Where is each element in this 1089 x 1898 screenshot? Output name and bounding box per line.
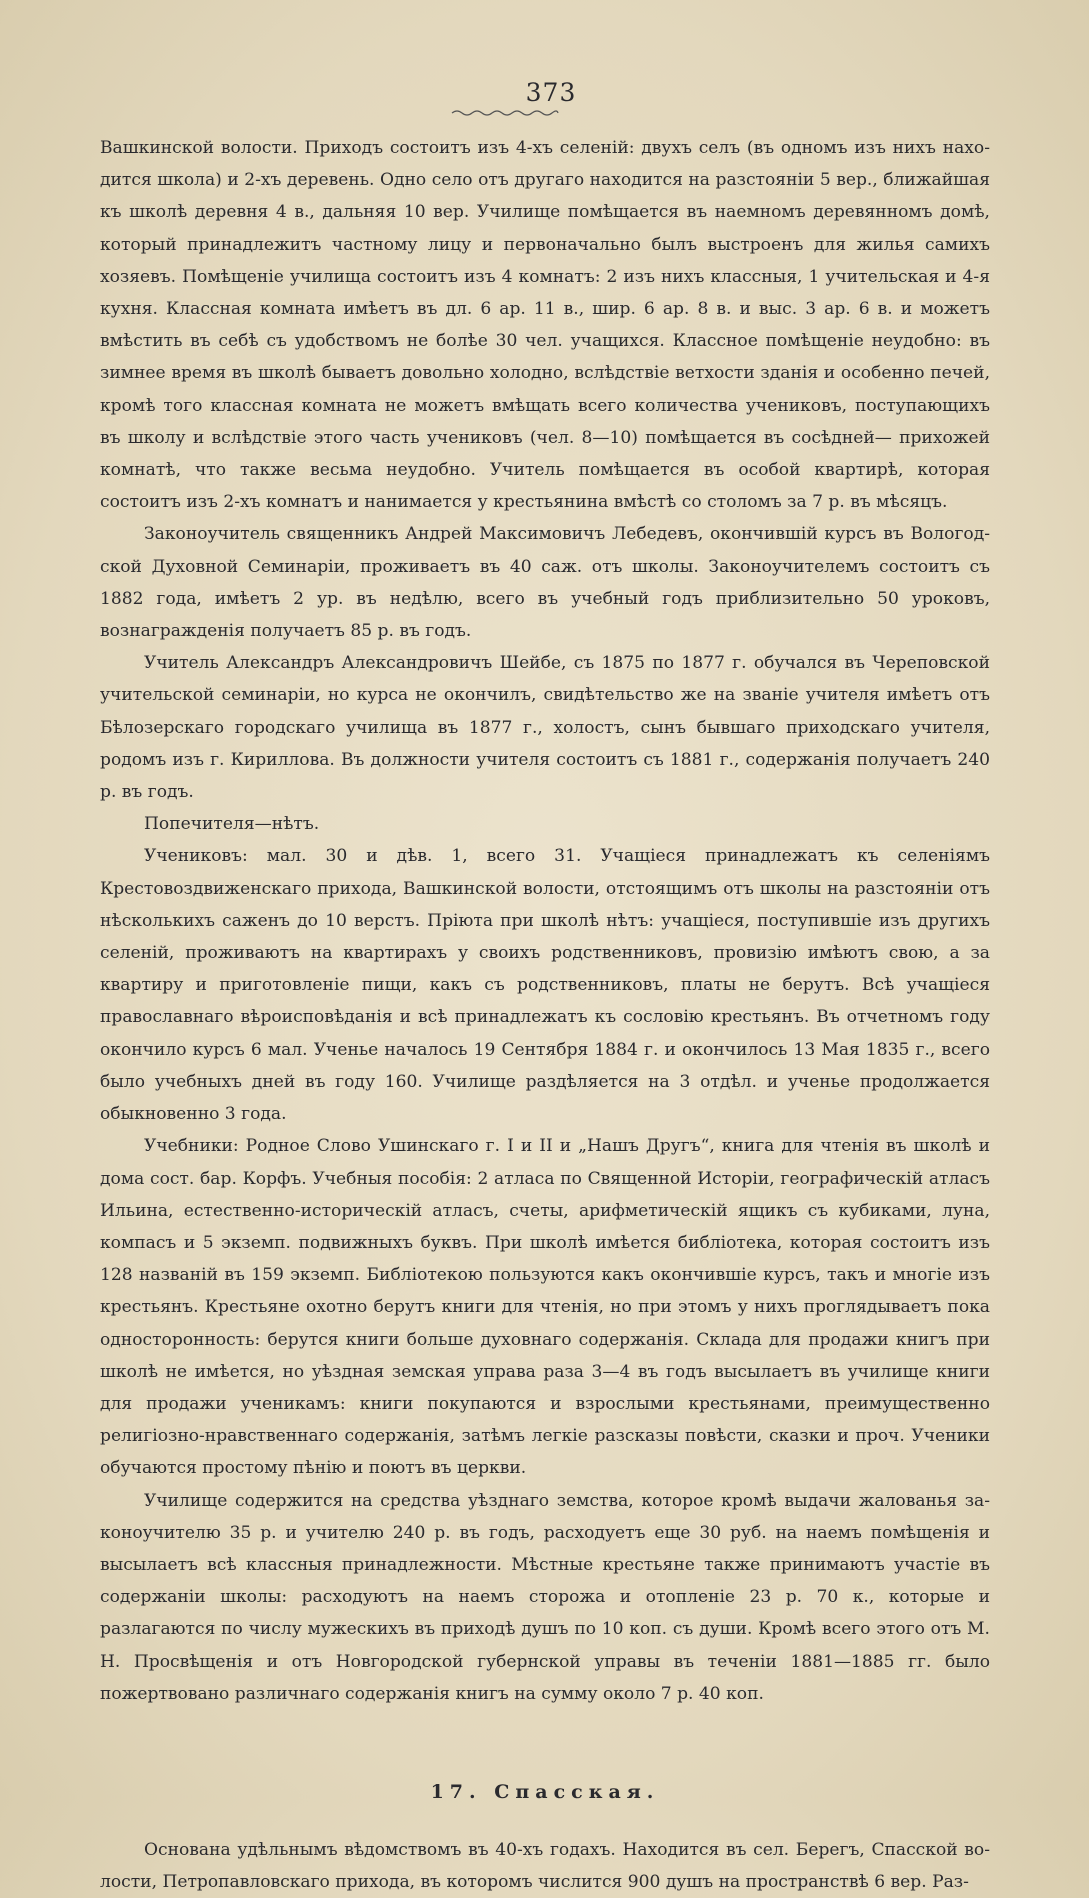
wavy-rule-ornament <box>450 108 560 118</box>
paragraph: Учебники: Родное Слово Ушинскаго г. I и II и „Нашъ Другъ“, книга для чтенія въ школѣ и дома сост. бар. Корфъ. Учебныя пособія: 2 атласа по Священной Исторіи, географическій атласъ Ильина, естественно-историческій атласъ, счеты, арифметическій ящикъ съ кубиками, луна, компасъ и 5 экземп. подвижныхъ буквъ. При школѣ имѣется библіотека, которая состоитъ изъ 128 названій въ 159 экземп. Библіотекою пользуются какъ окончившіе курсъ, такъ и многіе изъ крестьянъ. Крестьяне охотно берутъ книги для чтенія, но при этомъ у нихъ проглядываетъ пока односторонность: берутся книги больше духовнаго содержанія. Склада для продажи книгъ при школѣ не имѣется, но уѣздная земская управа раза 3—4 въ годъ высылаетъ въ училище книги для продажи ученикамъ: книги покупаются и взрослыми крестьянами, преимущественно религіозно-нравственнаго содержанія, затѣмъ легкіе разсказы повѣсти, сказки и проч. Ученики обучаются простому пѣнію и поютъ въ церкви. <box>100 1136 990 1479</box>
paragraph: Законоучитель священникъ Андрей Максимовичъ Лебедевъ, окончившій курсъ въ Вологодской Духовной Семинаріи, проживаетъ въ 40 саж. отъ школы. Законоучителемъ состоитъ съ 1882 года, имѣетъ 2 ур. въ недѣлю, всего въ учебный годъ приблизительно 50 уроковъ, вознагражденія получаетъ 85 р. въ годъ. <box>100 524 990 642</box>
paragraph: Основана удѣльнымъ вѣдомствомъ въ 40-хъ годахъ. Находится въ сел. Берегъ, Спасской волости, Петропавловскаго прихода, въ которомъ числится 900 душъ на пространствѣ 6 вер. Раз- <box>100 1839 990 1893</box>
document-page <box>100 78 990 1898</box>
page-number: 373 <box>525 78 577 107</box>
paragraph: Учитель Александръ Александровичъ Шейбе, съ 1875 по 1877 г. обучался въ Череповской учительской семинаріи, но курса не окончилъ, свидѣтельство же на званіе учителя имѣетъ отъ Бѣлозерскаго городскаго училища въ 1877 г., холостъ, сынъ бывшаго приходскаго учителя, родомъ изъ г. Кириллова. Въ должности учителя состоитъ съ 1881 г., содержанія получаетъ 240 р. въ годъ. <box>100 653 990 803</box>
paragraph: Училище содержится на средства уѣзднаго земства, которое кромѣ выдачи жалованья законоучителю 35 р. и учителю 240 р. въ годъ, расходуетъ еще 30 руб. на наемъ помѣщенія и высылаетъ всѣ классныя принадлежности. Мѣстные крестьяне также принимаютъ участіе въ содержаніи школы: расходуютъ на наемъ сторожа и отопленіе 23 р. 70 к., которые и разлагаются по числу мужескихъ въ приходѣ душъ по 10 коп. съ души. Кромѣ всего этого отъ М. Н. Просвѣщенія и отъ Новгородской губернской управы въ теченіи 1881—1885 гг. было пожертвовано различнаго содержанія книгъ на сумму около 7 р. 40 коп. <box>100 1490 990 1704</box>
paragraph: Попечителя—нѣтъ. <box>144 814 320 835</box>
paragraph: Вашкинской волости. Приходъ состоитъ изъ 4-хъ селеній: двухъ селъ (въ одномъ изъ нихъ находится школа) и 2-хъ деревень. Одно село отъ другаго находится на разстояніи 5 вер., ближайшая къ школѣ деревня 4 в., дальняя 10 вер. Училище помѣщается въ наемномъ деревянномъ домѣ, который принадлежитъ частному лицу и первоначально былъ выстроенъ для жилья самихъ хозяевъ. Помѣщеніе училища состоитъ изъ 4 комнатъ: 2 изъ нихъ классныя, 1 учительская и 4-я кухня. Классная комната имѣетъ въ дл. 6 ар. 11 в., шир. 6 ар. 8 в. и выс. 3 ар. 6 в. и можетъ вмѣстить въ себѣ съ удобствомъ не болѣе 30 чел. учащихся. Классное помѣщеніе неудобно: въ зимнее время въ школѣ бываетъ довольно холодно, вслѣдствіе ветхости зданія и особенно печей, кромѣ того классная комната не можетъ вмѣщать всего количества учениковъ, поступающихъ въ школу и вслѣдствіе этого часть учениковъ (чел. 8—10) помѣщается въ сосѣдней— прихожей комнатѣ, что также весьма неудобно. Учитель помѣщается въ особой квартирѣ, которая состоитъ изъ 2-хъ комнатъ и нанимается у крестьянина вмѣстѣ со столомъ за 7 р. въ мѣсяцъ. <box>100 138 990 513</box>
section-heading: 17. Спасская. <box>430 1780 660 1803</box>
section-text <box>100 1834 990 1898</box>
paragraph: Учениковъ: мал. 30 и дѣв. 1, всего 31. Учащіеся принадлежатъ къ селеніямъ Крестовоздвиженскаго прихода, Вашкинской волости, отстоящимъ отъ школы на разстояніи отъ нѣсколькихъ саженъ до 10 верстъ. Пріюта при школѣ нѣтъ: учащіеся, поступившіе изъ другихъ селеній, проживаютъ на квартирахъ у своихъ родственниковъ, провизію имѣютъ свою, а за квартиру и приготовленіе пищи, какъ съ родственниковъ, платы не берутъ. Всѣ учащіеся православнаго вѣроисповѣданія и всѣ принадлежатъ къ сословію крестьянъ. Въ отчетномъ году окончило курсъ 6 мал. Ученье началось 19 Сентября 1884 г. и окончилось 13 Мая 1835 г., всего было учебныхъ дней въ году 160. Училище раздѣляется на 3 отдѣл. и ученье продолжается обыкновенно 3 года. <box>100 846 990 1125</box>
main-text <box>100 132 990 1710</box>
